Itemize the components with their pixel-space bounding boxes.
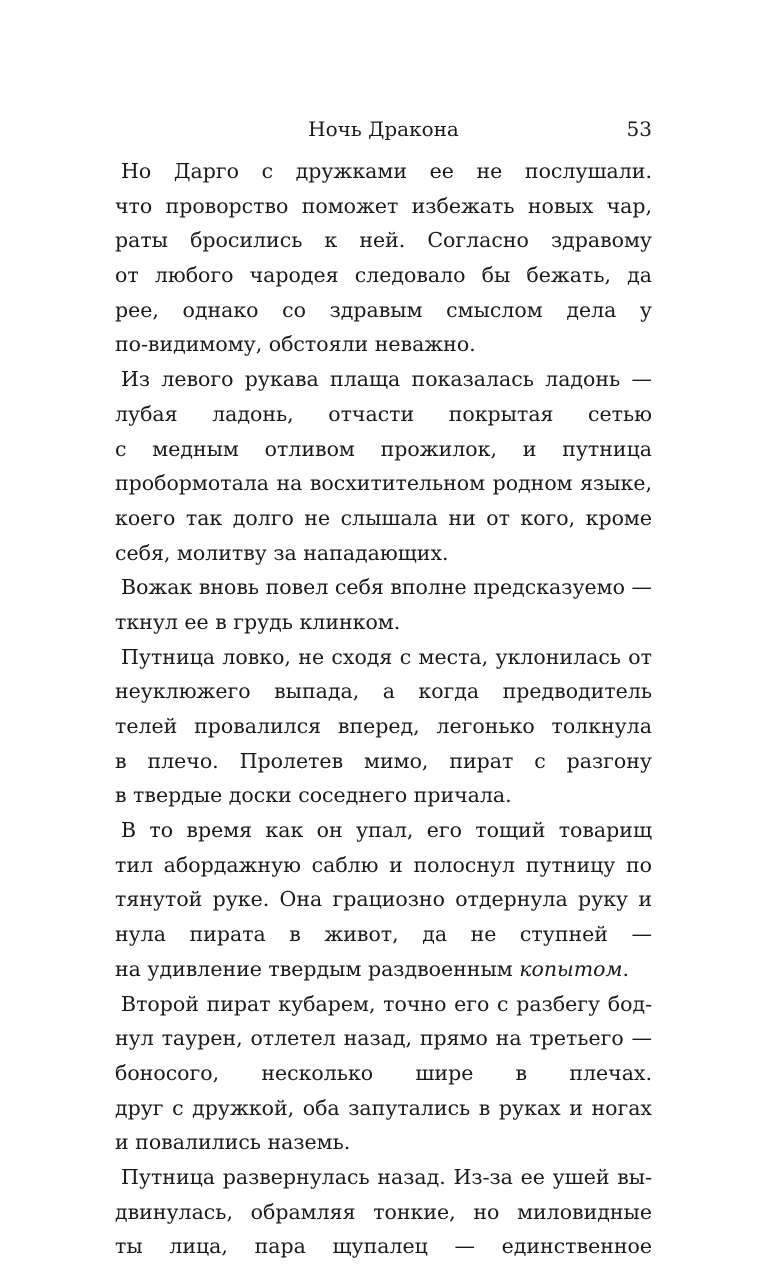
text-line [115, 154, 652, 189]
text-line [115, 813, 652, 848]
text-line [115, 570, 652, 605]
text-line [115, 952, 652, 987]
italic-word: копытом [519, 956, 623, 981]
text-line [115, 744, 652, 779]
line-tail: . [622, 956, 630, 981]
text-line [115, 848, 652, 883]
running-title: Ночь Дракона [308, 117, 459, 141]
text-line [115, 397, 652, 432]
text-line [115, 293, 652, 328]
line-text: двинулась, обрамляя тонкие, но миловидные [115, 1199, 652, 1224]
text-line [115, 917, 652, 952]
line-text: лубая ладонь, отчасти покрытая сетью [115, 401, 652, 426]
line-text: телей провалился вперед, легонько толкнула [115, 714, 652, 738]
line-text: раты бросились к ней. Согласно здравому [115, 228, 652, 253]
text-line [115, 1229, 652, 1264]
text-line [115, 1056, 652, 1091]
line-text: Второй пират кубарем, точно его с разбегу бод- [121, 991, 652, 1016]
text-line [115, 501, 652, 536]
text-line [115, 362, 652, 397]
line-text: и повалились наземь. [115, 1130, 351, 1155]
line-text: пробормотала на восхитительном родном языке, [115, 471, 652, 496]
line-text: в твердые доски соседнего причала. [115, 783, 512, 808]
line-text: от любого чародея следовало бы бежать, да [115, 263, 652, 288]
line-text: в плечо. Пролетев мимо, пират с разгону [115, 748, 652, 773]
line-text: Из левого рукава плаща показалась ладонь — [121, 367, 652, 392]
page-header [115, 112, 652, 146]
line-text: коего так долго не слышала ни от кого, кроме [115, 505, 652, 530]
line-text: друг с дружкой, оба запутались в руках и ногах [115, 1095, 652, 1120]
book-page [115, 112, 652, 1264]
text-line [115, 674, 652, 709]
line-text: Вожак вновь повел себя вполне предсказуемо — [121, 575, 652, 600]
text-line [115, 466, 652, 501]
text-line [115, 640, 652, 675]
line-text: нул таурен, отлетел назад, прямо на третьего — [115, 1026, 652, 1051]
text-line [115, 1160, 652, 1195]
text-line [115, 1125, 652, 1160]
line-text: рее, однако со здравым смыслом дела у [115, 297, 652, 322]
line-text: на удивление твердым раздвоенным [115, 956, 520, 981]
text-line [115, 223, 652, 258]
text-line [115, 1195, 652, 1230]
text-line [115, 605, 652, 640]
text-line [115, 189, 652, 224]
line-text: боносого, несколько шире в плечах. [115, 1060, 652, 1085]
line-text: неуклюжего выпада, а когда предводитель [115, 679, 652, 704]
line-text: себя, молитву за нападающих. [115, 540, 449, 565]
line-text: по-видимому, обстояли неважно. [115, 332, 476, 357]
text-line [115, 1021, 652, 1056]
text-line [115, 327, 652, 362]
line-text: ткнул ее в грудь клинком. [115, 609, 401, 634]
text-line [115, 432, 652, 467]
line-text: нула пирата в живот, да не ступней — [115, 922, 652, 947]
text-line [115, 778, 652, 813]
line-text: тил абордажную саблю и полоснул путницу по [115, 852, 652, 877]
line-text: Путница ловко, не сходя с места, уклонилась от [121, 644, 652, 669]
text-line [115, 882, 652, 917]
text-line [115, 987, 652, 1022]
page-number: 53 [626, 117, 652, 141]
text-line [115, 1091, 652, 1126]
line-text: Но Дарго с дружками ее не послушали. [121, 159, 652, 183]
text-line [115, 536, 652, 571]
text-line [115, 709, 652, 744]
line-text: с медным отливом прожилок, и путница [115, 436, 652, 461]
line-text: тянутой руке. Она грациозно отдернула руку и [115, 887, 652, 912]
line-text: ты лица, пара щупалец — единственное [115, 1234, 652, 1259]
body-text [115, 154, 652, 1264]
text-line [115, 258, 652, 293]
line-text: Путница развернулась назад. Из-за ее ушей вы- [121, 1164, 652, 1189]
line-text: что проворство поможет избежать новых чар, [115, 193, 652, 218]
line-text: В то время как он упал, его тощий товарищ [121, 818, 652, 843]
